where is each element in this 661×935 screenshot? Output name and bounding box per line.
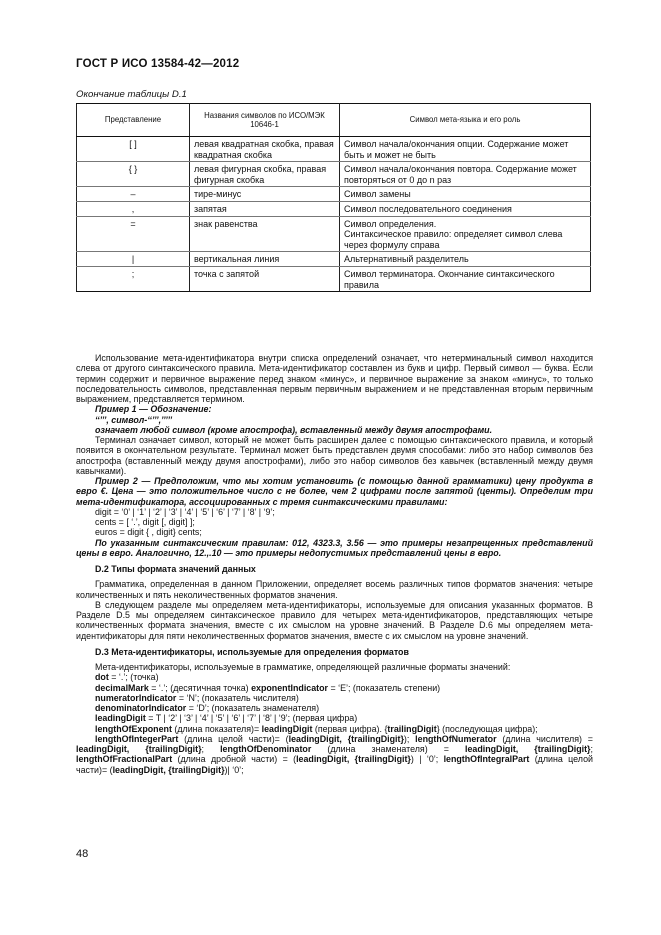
name-cell: знак равенства xyxy=(190,216,340,252)
meta-identifier: decimalMark xyxy=(95,682,149,693)
meta-identifier: leadingDigit xyxy=(261,723,313,734)
meta-identifier: leadingDigit, {trailingDigit} xyxy=(76,744,202,754)
meta-identifier: leadingDigit xyxy=(95,713,146,724)
name-cell: левая фигурная скобка, правая фигурная скобка xyxy=(190,162,340,187)
rule-line: digit = ‘0’ | ‘1’ | ‘2’ | ‘3’ | ‘4’ | ‘5’ | ‘6’ | ‘7’ | ‘8’ | ‘9’; xyxy=(95,506,275,517)
example-title: Пример 1 — Обозначение: xyxy=(95,404,212,415)
name-cell: вертикальная линия xyxy=(190,252,340,267)
symbol-cell: ; xyxy=(77,266,190,291)
name-cell: тире-минус xyxy=(190,187,340,202)
table-row xyxy=(77,252,591,267)
meta-identifier: lengthOfExponent xyxy=(95,723,172,734)
example-line: ‘‘’’’, символ-‘‘’’’,’’’’’ xyxy=(95,414,173,425)
role-cell: Альтернативный разделитель xyxy=(340,252,591,267)
meta-identifier: lengthOfFractionalPart xyxy=(76,754,173,765)
definition-text: = ‘E’; (показатель степени) xyxy=(328,682,441,693)
table-caption: Окончание таблицы D.1 xyxy=(76,89,187,100)
meta-identifier: lengthOfDenominator xyxy=(220,744,312,754)
meta-identifier: leadingDigit, {trailingDigit} xyxy=(464,744,591,754)
example-2-end: По указанным синтаксическим правилам: 012, 4323.3, 3.56 — это примеры незапрещенных представлений цены в евро. Аналогично, 12.,.10 — это примеры недопустимых представлений цены в евро. xyxy=(76,537,593,558)
definition-text: ) | ‘0’; xyxy=(410,754,444,765)
role-cell: Символ начала/окончания повтора. Содержание может повторяться от 0 до n раз xyxy=(340,162,591,187)
name-cell: левая квадратная скобка, правая квадратная скобка xyxy=(190,137,340,162)
meta-identifier: leadingDigit, {trailingDigit} xyxy=(112,764,225,775)
symbol-cell: | xyxy=(77,252,190,267)
paragraph: Терминал означает символ, который не может быть расширен далее с помощью синтаксического правила, и который появится в окончательном результате. Терминал может быть представлен двумя способами: либо это набор символов без апострофа (вставленный между двумя апострофами), либо это набор символов без кавычек (вставленный между двумя кавычками). xyxy=(76,435,593,476)
symbols-table xyxy=(76,103,591,292)
definition-text: ; xyxy=(590,744,593,754)
role-cell: Символ терминатора. Окончание синтаксического правила xyxy=(340,266,591,291)
symbol-cell: [ ] xyxy=(77,137,190,162)
paragraph: Использование мета-идентификатора внутри списка определений означает, что нетерминальный символ находится слева от другого синтаксического правила. Мета-идентификатор составлен из букв и цифр. Первый символ — буква. Если термин содержит и первичное выражение перед знаком «минус», и первичное выражение за знаком «минус», то только последовательность символов, представленная первым первичным выражением и не представленная вторым первичным выражением, представляется термином. xyxy=(76,353,593,404)
section-heading: D.3 Мета-идентификаторы, используемые для определения форматов xyxy=(95,646,409,657)
definition-text: = ‘.’; (десятичная точка) xyxy=(148,682,252,693)
meta-identifier: lengthOfIntegerPart xyxy=(95,733,179,744)
role-line: Синтаксическое правило: определяет символ слева через формулу справа xyxy=(344,229,563,250)
meta-identifier: lengthOfIntegralPart xyxy=(443,754,530,765)
meta-identifier: leadingDigit, {trailingDigit} xyxy=(296,754,411,765)
paragraph: Мета-идентификаторы, используемые в грамматике, определяющей различные форматы значений: xyxy=(95,662,511,672)
definition-text: (длина дробной части) = ( xyxy=(172,754,297,765)
name-cell: точка с запятой xyxy=(190,266,340,291)
table-row xyxy=(77,187,591,202)
definition-text: ; xyxy=(201,744,221,754)
meta-identifier: exponentIndicator xyxy=(251,682,329,693)
definition-line xyxy=(76,672,593,682)
definition-text: (длина целой части)= ( xyxy=(178,733,289,744)
name-cell: запятая xyxy=(190,201,340,216)
table-row xyxy=(77,266,591,291)
table-header-row xyxy=(77,104,591,137)
header-representation: Представление xyxy=(77,104,190,137)
symbol-cell: { } xyxy=(77,162,190,187)
header-symbol-names: Названия символов по ИСО/МЭК 10646-1 xyxy=(190,104,340,137)
definition-text: (длина показателя)= xyxy=(171,723,262,734)
rule-line: cents = [ ‘.’, digit [, digit] ]; xyxy=(95,517,195,527)
paragraph: Грамматика, определенная в данном Приложении, определяет восемь различных типов форматов значения: четыре количественных и пять неколичественных форматов значения. xyxy=(76,579,593,600)
paragraph: В следующем разделе мы определяем мета-идентификаторы, используемые для описания указанных форматов. В Разделе D.5 мы определяем синтаксическое правило для четырех мета-идентификаторов, представляющих четыре количественных формата значения, вместе с их смыслом на уровне значений. В Разделе D.6 мы определяем мета-идентификаторы для пяти неколичественных форматов значения, вместе с их смыслом на уровне значений. xyxy=(76,599,593,641)
definition-text: = ‘D’; (показатель знаменателя) xyxy=(186,703,320,713)
definition-text: (первая цифра). { xyxy=(312,723,388,734)
definition-text: (длина числителя) = xyxy=(496,733,593,744)
definition-text: } (последующая цифра); xyxy=(436,723,538,734)
table-row xyxy=(77,201,591,216)
example-desc: означает любой символ (кроме апострофа), вставленный между двумя апострофами. xyxy=(95,424,493,435)
definition-block xyxy=(76,734,593,775)
role-cell: Символ замены xyxy=(340,187,591,202)
meta-identifier: trailingDigit xyxy=(387,723,437,734)
definition-text: (длина целой части)= ( xyxy=(76,754,593,775)
symbol-cell: – xyxy=(77,187,190,202)
role-cell xyxy=(340,216,591,252)
table-row xyxy=(77,216,591,252)
definition-text: )| ‘0’; xyxy=(224,764,244,775)
definition-line xyxy=(76,683,593,693)
role-cell: Символ начала/окончания опции. Содержание может быть и может не быть xyxy=(340,137,591,162)
body-text xyxy=(76,353,593,775)
definition-line xyxy=(76,703,593,713)
document-header: ГОСТ Р ИСО 13584-42—2012 xyxy=(76,58,240,70)
definition-text: ); xyxy=(403,733,416,744)
definition-line xyxy=(76,724,593,734)
meta-identifier: lengthOfNumerator xyxy=(415,733,497,744)
section-heading: D.2 Типы формата значений данных xyxy=(95,564,256,574)
page-number: 48 xyxy=(76,848,89,860)
symbol-cell: , xyxy=(77,201,190,216)
definition-text: = T | ‘2’ | ‘3’ | ‘4’ | ‘5’ | ‘6’ | ‘7’ | ‘8’ | ‘9’; (первая цифра) xyxy=(145,713,358,724)
table-row xyxy=(77,162,591,187)
meta-identifier: dot xyxy=(95,672,109,683)
definition-text: (длина знаменателя) = xyxy=(311,744,465,754)
table-row xyxy=(77,137,591,162)
example-2: Пример 2 — Предположим, что мы хотим установить (с помощью данной грамматики) цену продукта в евро €. Цена — это положительное число с не более, чем 2 цифрами после запятой (центы). Определим три мета-идентификатора, ассоциированных с тремя синтаксическими правилами: xyxy=(76,476,593,507)
meta-identifier: denominatorIndicator xyxy=(95,703,187,713)
definition-text: = ‘N’; (показатель числителя) xyxy=(176,692,299,703)
definition-line xyxy=(76,713,593,723)
role-cell: Символ последовательного соединения xyxy=(340,201,591,216)
definition-line xyxy=(76,693,593,703)
meta-identifier: numeratorIndicator xyxy=(95,692,177,703)
definition-text: = ‘.’; (точка) xyxy=(108,672,159,683)
meta-identifier: leadingDigit, {trailingDigit} xyxy=(288,733,404,744)
symbol-cell: = xyxy=(77,216,190,252)
header-meta-symbol-role: Символ мета-языка и его роль xyxy=(340,104,591,137)
role-line: Символ определения. xyxy=(344,218,437,229)
rule-line: euros = digit { , digit} cents; xyxy=(95,527,202,538)
